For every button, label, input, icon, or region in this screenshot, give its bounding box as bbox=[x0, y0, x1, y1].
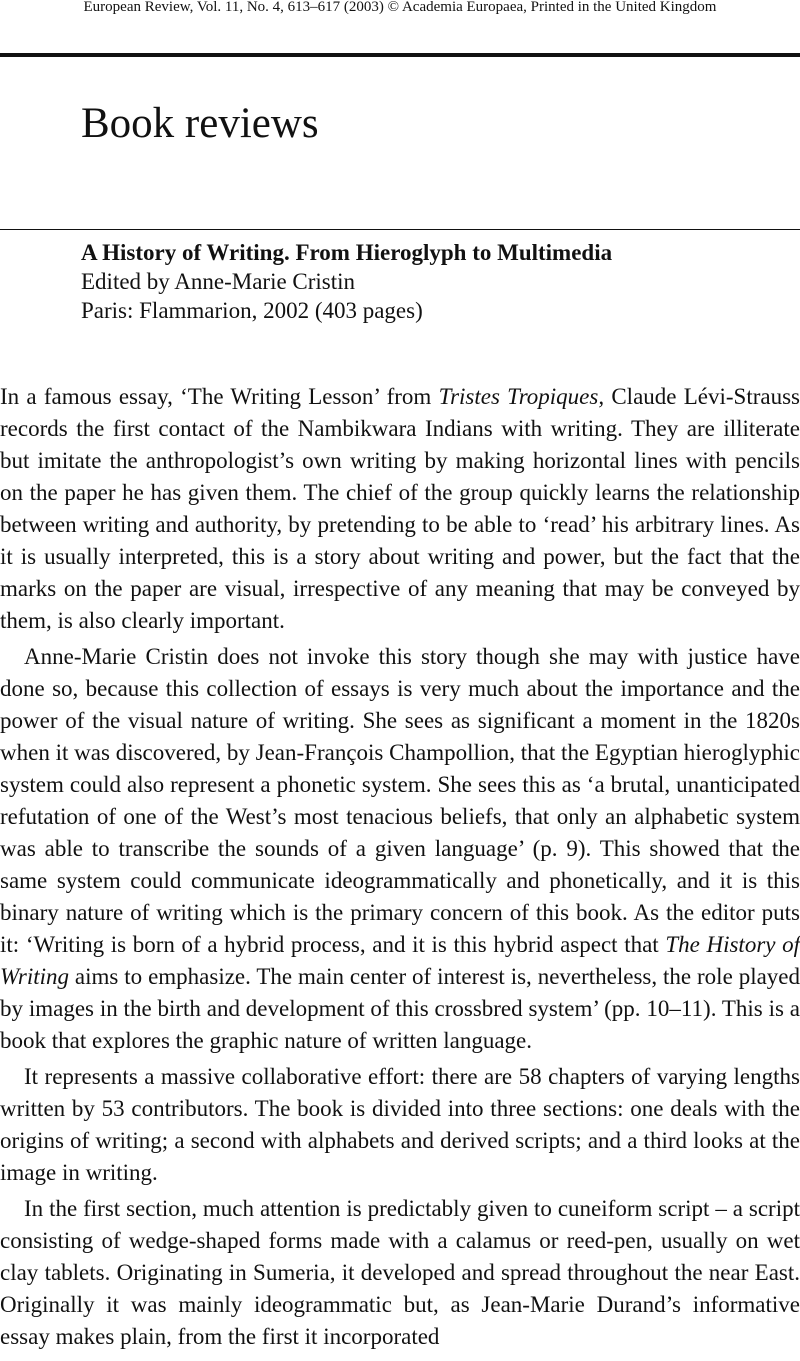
header-rule bbox=[0, 53, 800, 57]
section-title: Book reviews bbox=[81, 100, 319, 147]
paragraph-4: In the first section, much attention is predictably given to cuneiform script – a script consisting of wedge-shaped forms made with a calamus or reed-pen, usually on wet clay tablets. Originating in Sumeria, it developed and spread throughout the near East. Originally it was mainly ideogrammatic but, as Jean-Marie Durand’s informative essay makes plain, from the first it incorporated bbox=[0, 1196, 800, 1349]
review-body bbox=[0, 381, 800, 1353]
paragraph-2-part-a: Anne-Marie Cristin does not invoke this story though she may with justice have done so, because this collection of essays is very much about the importance and the power of the visual nature of writing. She sees as significant a moment in the 1820s when it was discovered, by Jean-François Champollion, that the Egyptian hieroglyphic system could also represent a phonetic system. She sees this as ‘a brutal, unanticipated refutation of one of the West’s most tenacious beliefs, that only an alphabetic system was able to transcribe the sounds of a given language’ (p. 9). This showed that the same system could communicate ideogrammatically and phonetically, and it is this binary nature of writing which is the primary concern of this book. As the editor puts it: ‘Writing is born of a hybrid process, and it is this hybrid aspect that bbox=[0, 644, 800, 957]
book-info bbox=[81, 238, 612, 325]
paragraph-1-part-c: Claude Lévi-Strauss records the first contact of the Nambikwara Indians with writing. They are illiterate but imitate the anthropologist’s own writing by making horizontal lines with pencils on the paper he has given them. The chief of the group quickly learns the relationship between writing and authority, by pretending to be able to ‘read’ his arbitrary lines. As it is usually interpreted, this is a story about writing and power, but the fact that the marks on the paper are visual, irrespective of any meaning that may be conveyed by them, is also clearly important. bbox=[0, 384, 800, 633]
book-publisher: Paris: Flammarion, 2002 (403 pages) bbox=[81, 298, 423, 323]
section-rule bbox=[0, 229, 800, 230]
running-head: European Review, Vol. 11, No. 4, 613–617 (2003) © Academia Europaea, Printed in the United Kingdom bbox=[83, 0, 717, 15]
paragraph-1-part-a: In a famous essay, ‘The Writing Lesson’ from bbox=[0, 384, 439, 409]
paragraph-3: It represents a massive collaborative effort: there are 58 chapters of varying lengths written by 53 contributors. The book is divided into three sections: one deals with the origins of writing; a second with alphabets and derived scripts; and a third looks at the image in writing. bbox=[0, 1064, 800, 1185]
paragraph-2-part-c: aims to emphasize. The main center of interest is, nevertheless, the role played by images in the birth and development of this crossbred system’ (pp. 10–11). This is a book that explores the graphic nature of written language. bbox=[0, 964, 800, 1053]
book-editor: Edited by Anne-Marie Cristin bbox=[81, 269, 356, 294]
book-title-tristes-tropiques: Tristes Tropiques, bbox=[438, 384, 605, 409]
book-title: A History of Writing. From Hieroglyph to Multimedia bbox=[81, 240, 613, 265]
paragraph-1 bbox=[0, 381, 800, 637]
paragraph-2 bbox=[0, 641, 800, 1057]
book-title-history-of-writing: The History of Writing bbox=[0, 932, 800, 989]
